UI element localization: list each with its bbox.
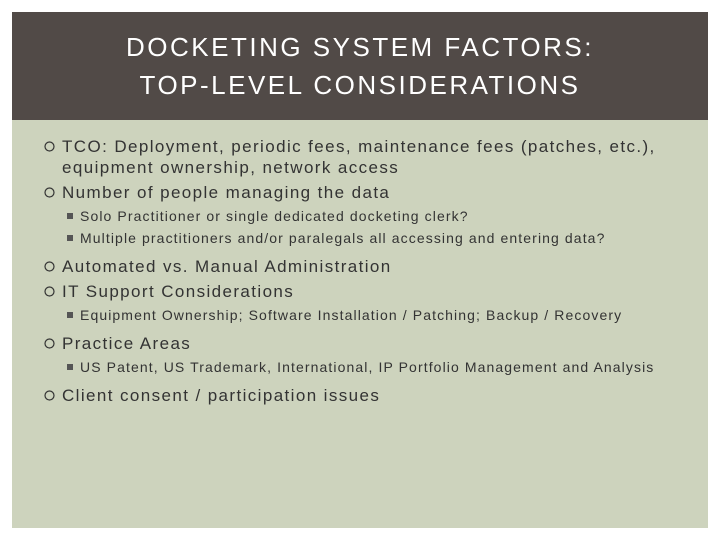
title-bar <box>12 12 708 120</box>
sub-bullet-text: Multiple practitioners and/or paralegals all accessing and entering data? <box>80 230 606 246</box>
sub-bullet-item <box>44 358 694 377</box>
bullet-item-it-support <box>44 281 694 302</box>
sub-bullet-text: Solo Practitioner or single dedicated docketing clerk? <box>80 208 469 224</box>
circle-bullet-icon <box>44 261 55 272</box>
bullet-item-client-consent <box>44 385 694 406</box>
bullet-text: Client consent / participation issues <box>62 386 381 405</box>
bullet-item-tco <box>44 136 694 178</box>
square-bullet-icon <box>67 213 73 219</box>
bullet-list <box>44 136 694 410</box>
circle-bullet-icon <box>44 390 55 401</box>
sub-bullet-list <box>44 358 694 377</box>
circle-bullet-icon <box>44 338 55 349</box>
sub-bullet-list <box>44 207 694 248</box>
sub-bullet-text: Equipment Ownership; Software Installation / Patching; Backup / Recovery <box>80 307 623 323</box>
square-bullet-icon <box>67 312 73 318</box>
sub-bullet-text: US Patent, US Trademark, International, IP Portfolio Management and Analysis <box>80 359 655 375</box>
circle-bullet-icon <box>44 141 55 152</box>
sub-bullet-item <box>44 207 694 226</box>
bullet-text: Practice Areas <box>62 334 192 353</box>
circle-bullet-icon <box>44 286 55 297</box>
bullet-text: Number of people managing the data <box>62 183 391 202</box>
slide-title-line-1: DOCKETING SYSTEM FACTORS: <box>126 32 594 62</box>
square-bullet-icon <box>67 364 73 370</box>
bullet-text: Automated vs. Manual Administration <box>62 257 392 276</box>
sub-bullet-item <box>44 306 694 325</box>
slide-title-line-2: TOP-LEVEL CONSIDERATIONS <box>139 70 581 100</box>
square-bullet-icon <box>67 235 73 241</box>
bullet-item-automation <box>44 256 694 277</box>
circle-bullet-icon <box>44 187 55 198</box>
bullet-text: TCO: Deployment, periodic fees, maintenance fees (patches, etc.), equipment ownership, network access <box>62 137 656 177</box>
sub-bullet-item <box>44 229 694 248</box>
bullet-item-people <box>44 182 694 203</box>
sub-bullet-list <box>44 306 694 325</box>
bullet-item-practice-areas <box>44 333 694 354</box>
bullet-text: IT Support Considerations <box>62 282 295 301</box>
